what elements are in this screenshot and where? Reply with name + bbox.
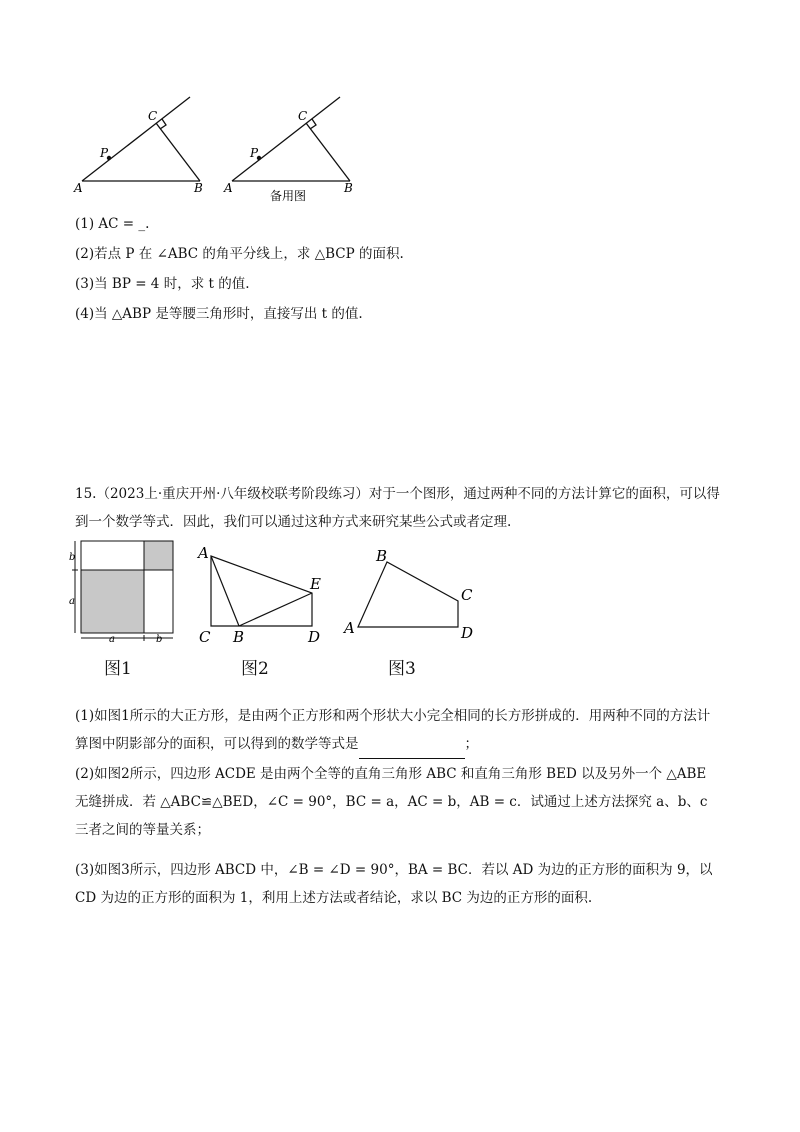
dim-label-a-left: a (69, 596, 75, 607)
q14-part-4: (4)当 △ABP 是等腰三角形时，直接写出 t 的值. (75, 306, 363, 322)
label-p: P (100, 146, 109, 160)
q15-part-3: (3)如图3所示，四边形 ABCD 中，∠B = ∠D = 90°，BA = BC．若以 AD 为边的正方形的面积为 9，以 CD 为边的正方形的面积为 1，利用上述方法或者结论，求以 BC 为边的正方形的面积. (75, 862, 713, 906)
fig3-label-b: B (376, 547, 388, 565)
figure-2-caption: 图2 (241, 659, 269, 679)
fig2-label-b: B (233, 628, 245, 646)
triangle-figure-2 (232, 97, 350, 181)
fig3-label-a: A (344, 619, 355, 637)
answer-blank (359, 730, 465, 759)
label-c-2: C (298, 109, 308, 123)
fig3-label-d: D (461, 624, 474, 642)
quadrilateral-abcd (358, 562, 458, 627)
figure-3-caption: 图3 (388, 659, 416, 679)
label-a: A (74, 181, 83, 195)
segment-cb (156, 123, 200, 181)
shaded-small-square (144, 541, 173, 570)
dim-label-b-bottom: b (156, 634, 163, 645)
segment-cb-2 (306, 123, 350, 181)
segment-ab (211, 556, 239, 626)
label-p-2: P (250, 146, 259, 160)
q15-part-1-end: ； (464, 736, 478, 752)
figure-3-quadrilateral (340, 540, 490, 650)
figure-2-trapezoid (195, 540, 335, 650)
q15-header: 15.（2023上·重庆开州·八年级校联考阶段练习）对于一个图形，通过两种不同的方法计算它的面积，可以得到一个数学等式．因此，我们可以通过这种方式来研究某些公式或者定理. (75, 486, 720, 530)
q15-part-1-text: (1)如图1所示的大正方形，是由两个正方形和两个形状大小完全相同的长方形拼成的．用两种不同的方法计算图中阴影部分的面积，可以得到的数学等式是 (75, 708, 711, 752)
dim-label-a-bottom: a (109, 634, 115, 645)
label-b-2: B (344, 181, 353, 195)
fig3-label-c: C (461, 586, 473, 604)
label-b: B (194, 181, 203, 195)
q15-part-1 (75, 702, 723, 759)
ray-ac (82, 97, 190, 181)
q14-part-1: (1) AC = _. (75, 216, 150, 232)
q14-part-3: (3)当 BP = 4 时，求 t 的值. (75, 276, 250, 292)
backup-figure-caption: 备用图 (270, 189, 307, 203)
q14-part-2: (2)若点 P 在 ∠ABC 的角平分线上，求 △BCP 的面积. (75, 246, 404, 262)
label-a-2: A (224, 181, 233, 195)
segment-be (239, 593, 312, 626)
dim-label-b-left: b (69, 552, 76, 563)
label-c: C (148, 109, 158, 123)
fig2-label-a: A (198, 544, 209, 562)
ray-ac-2 (232, 97, 340, 181)
right-angle-mark-2 (310, 119, 316, 129)
fig2-label-e: E (310, 575, 321, 593)
right-angle-mark (160, 119, 166, 129)
figure-1-caption: 图1 (104, 659, 132, 679)
shaded-large-square (81, 570, 144, 633)
fig2-label-d: D (308, 628, 321, 646)
triangle-figure-1 (82, 97, 200, 181)
fig2-label-c: C (199, 628, 211, 646)
q15-part-2: (2)如图2所示，四边形 ACDE 是由两个全等的直角三角形 ABC 和直角三角形 BED 以及另外一个 △ABE 无缝拼成．若 △ABC≌△BED，∠C = 90°，BC = a，AC = b，AB = c．试通过上述方法探究 a、b、c 三者之间的等量关系； (75, 766, 708, 838)
figure-1-square (62, 538, 182, 648)
top-figures (60, 90, 380, 210)
